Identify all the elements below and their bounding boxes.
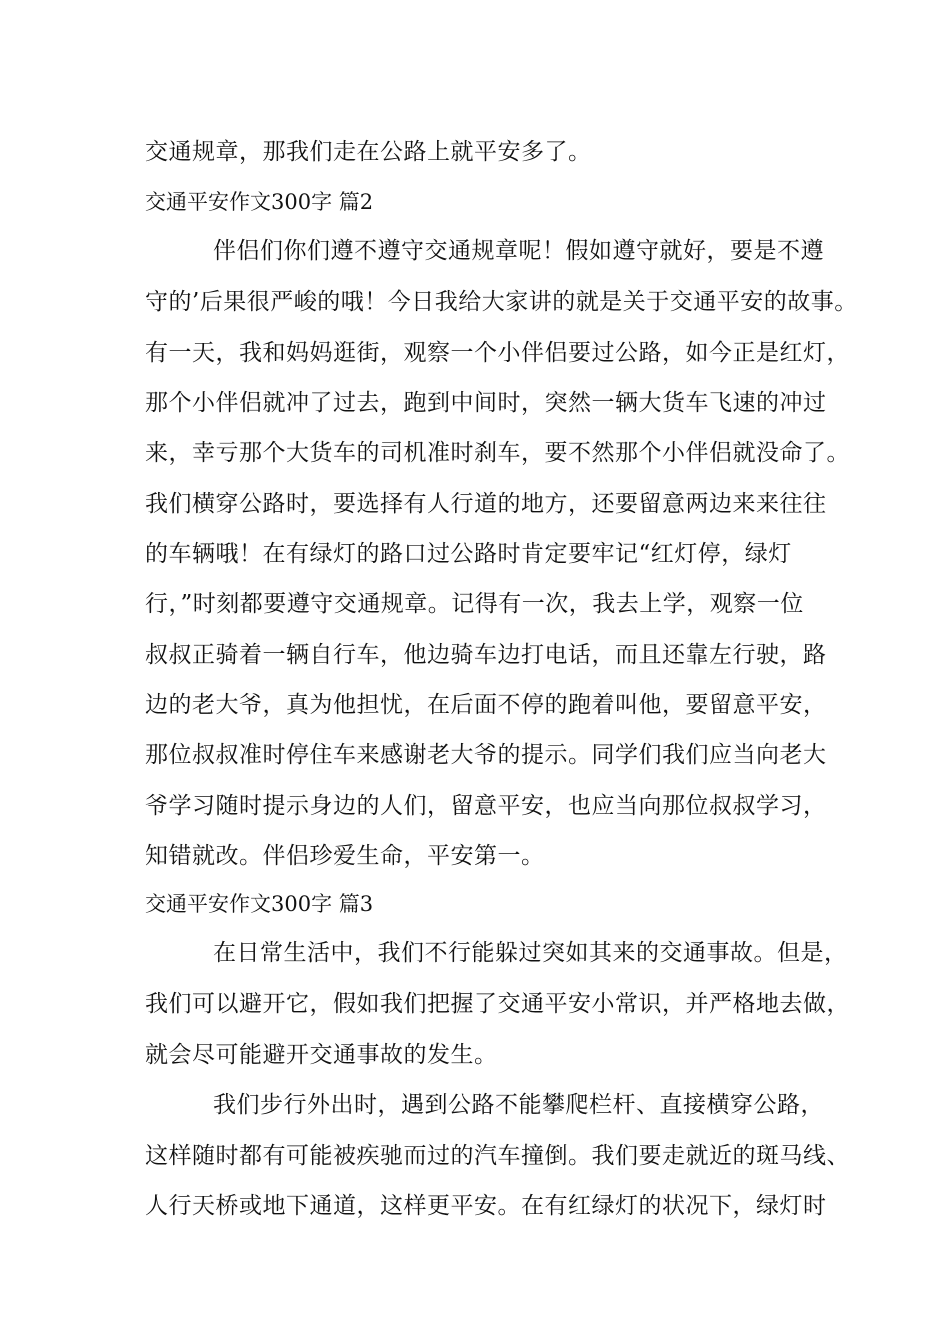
text-line: 爷学习随时提示身边的人们，留意平安，也应当向那位叔叔学习， (145, 793, 827, 819)
text-line: 在日常生活中，我们不行能躲过突如其来的交通事故。但是， (213, 940, 848, 966)
text-line: 这样随时都有可能被疾驰而过的汽车撞倒。我们要走就近的斑马线、 (145, 1143, 850, 1169)
text-line: 有一天，我和妈妈逛街，观察一个小伴侣要过公路，如今正是红灯， (145, 340, 850, 366)
section-heading: 交通平安作文300字 篇2 (145, 190, 374, 214)
text-line: 知错就改。伴侣珍爱生命，平安第一。 (145, 843, 545, 869)
text-line: 行，”时刻都要遵守交通规章。记得有一次，我去上学，观察一位 (145, 591, 804, 617)
section-heading: 交通平安作文300字 篇3 (145, 892, 374, 916)
text-line: 边的老大爷，真为他担忧，在后面不停的跑着叫他，要留意平安， (145, 692, 827, 718)
text-line: 叔叔正骑着一辆自行车，他边骑车边打电话，而且还靠左行驶，路 (145, 642, 827, 668)
text-line: 那位叔叔准时停住车来感谢老大爷的提示。同学们我们应当向老大 (145, 742, 827, 768)
text-line: 伴侣们你们遵不遵守交通规章呢！假如遵守就好，要是不遵 (213, 238, 824, 264)
text-line: 就会尽可能避开交通事故的发生。 (145, 1042, 498, 1068)
text-line: 来，幸亏那个大货车的司机准时刹车，要不然那个小伴侣就没命了。 (145, 440, 850, 466)
text-line: 交通规章，那我们走在公路上就平安多了。 (145, 139, 592, 165)
text-line: 的车辆哦！在有绿灯的路口过公路时肯定要牢记“红灯停，绿灯 (145, 541, 792, 567)
text-line: 守的’后果很严峻的哦！今日我给大家讲的就是关于交通平安的故事。 (145, 289, 858, 315)
text-line: 我们可以避开它，假如我们把握了交通平安小常识，并严格地去做， (145, 991, 850, 1017)
text-line: 那个小伴侣就冲了过去，跑到中间时，突然一辆大货车飞速的冲过 (145, 390, 827, 416)
text-line: 我们横穿公路时，要选择有人行道的地方，还要留意两边来来往往 (145, 491, 827, 517)
text-line: 人行天桥或地下通道，这样更平安。在有红绿灯的状况下，绿灯时 (145, 1193, 827, 1219)
text-line: 我们步行外出时，遇到公路不能攀爬栏杆、直接横穿公路， (213, 1092, 824, 1118)
